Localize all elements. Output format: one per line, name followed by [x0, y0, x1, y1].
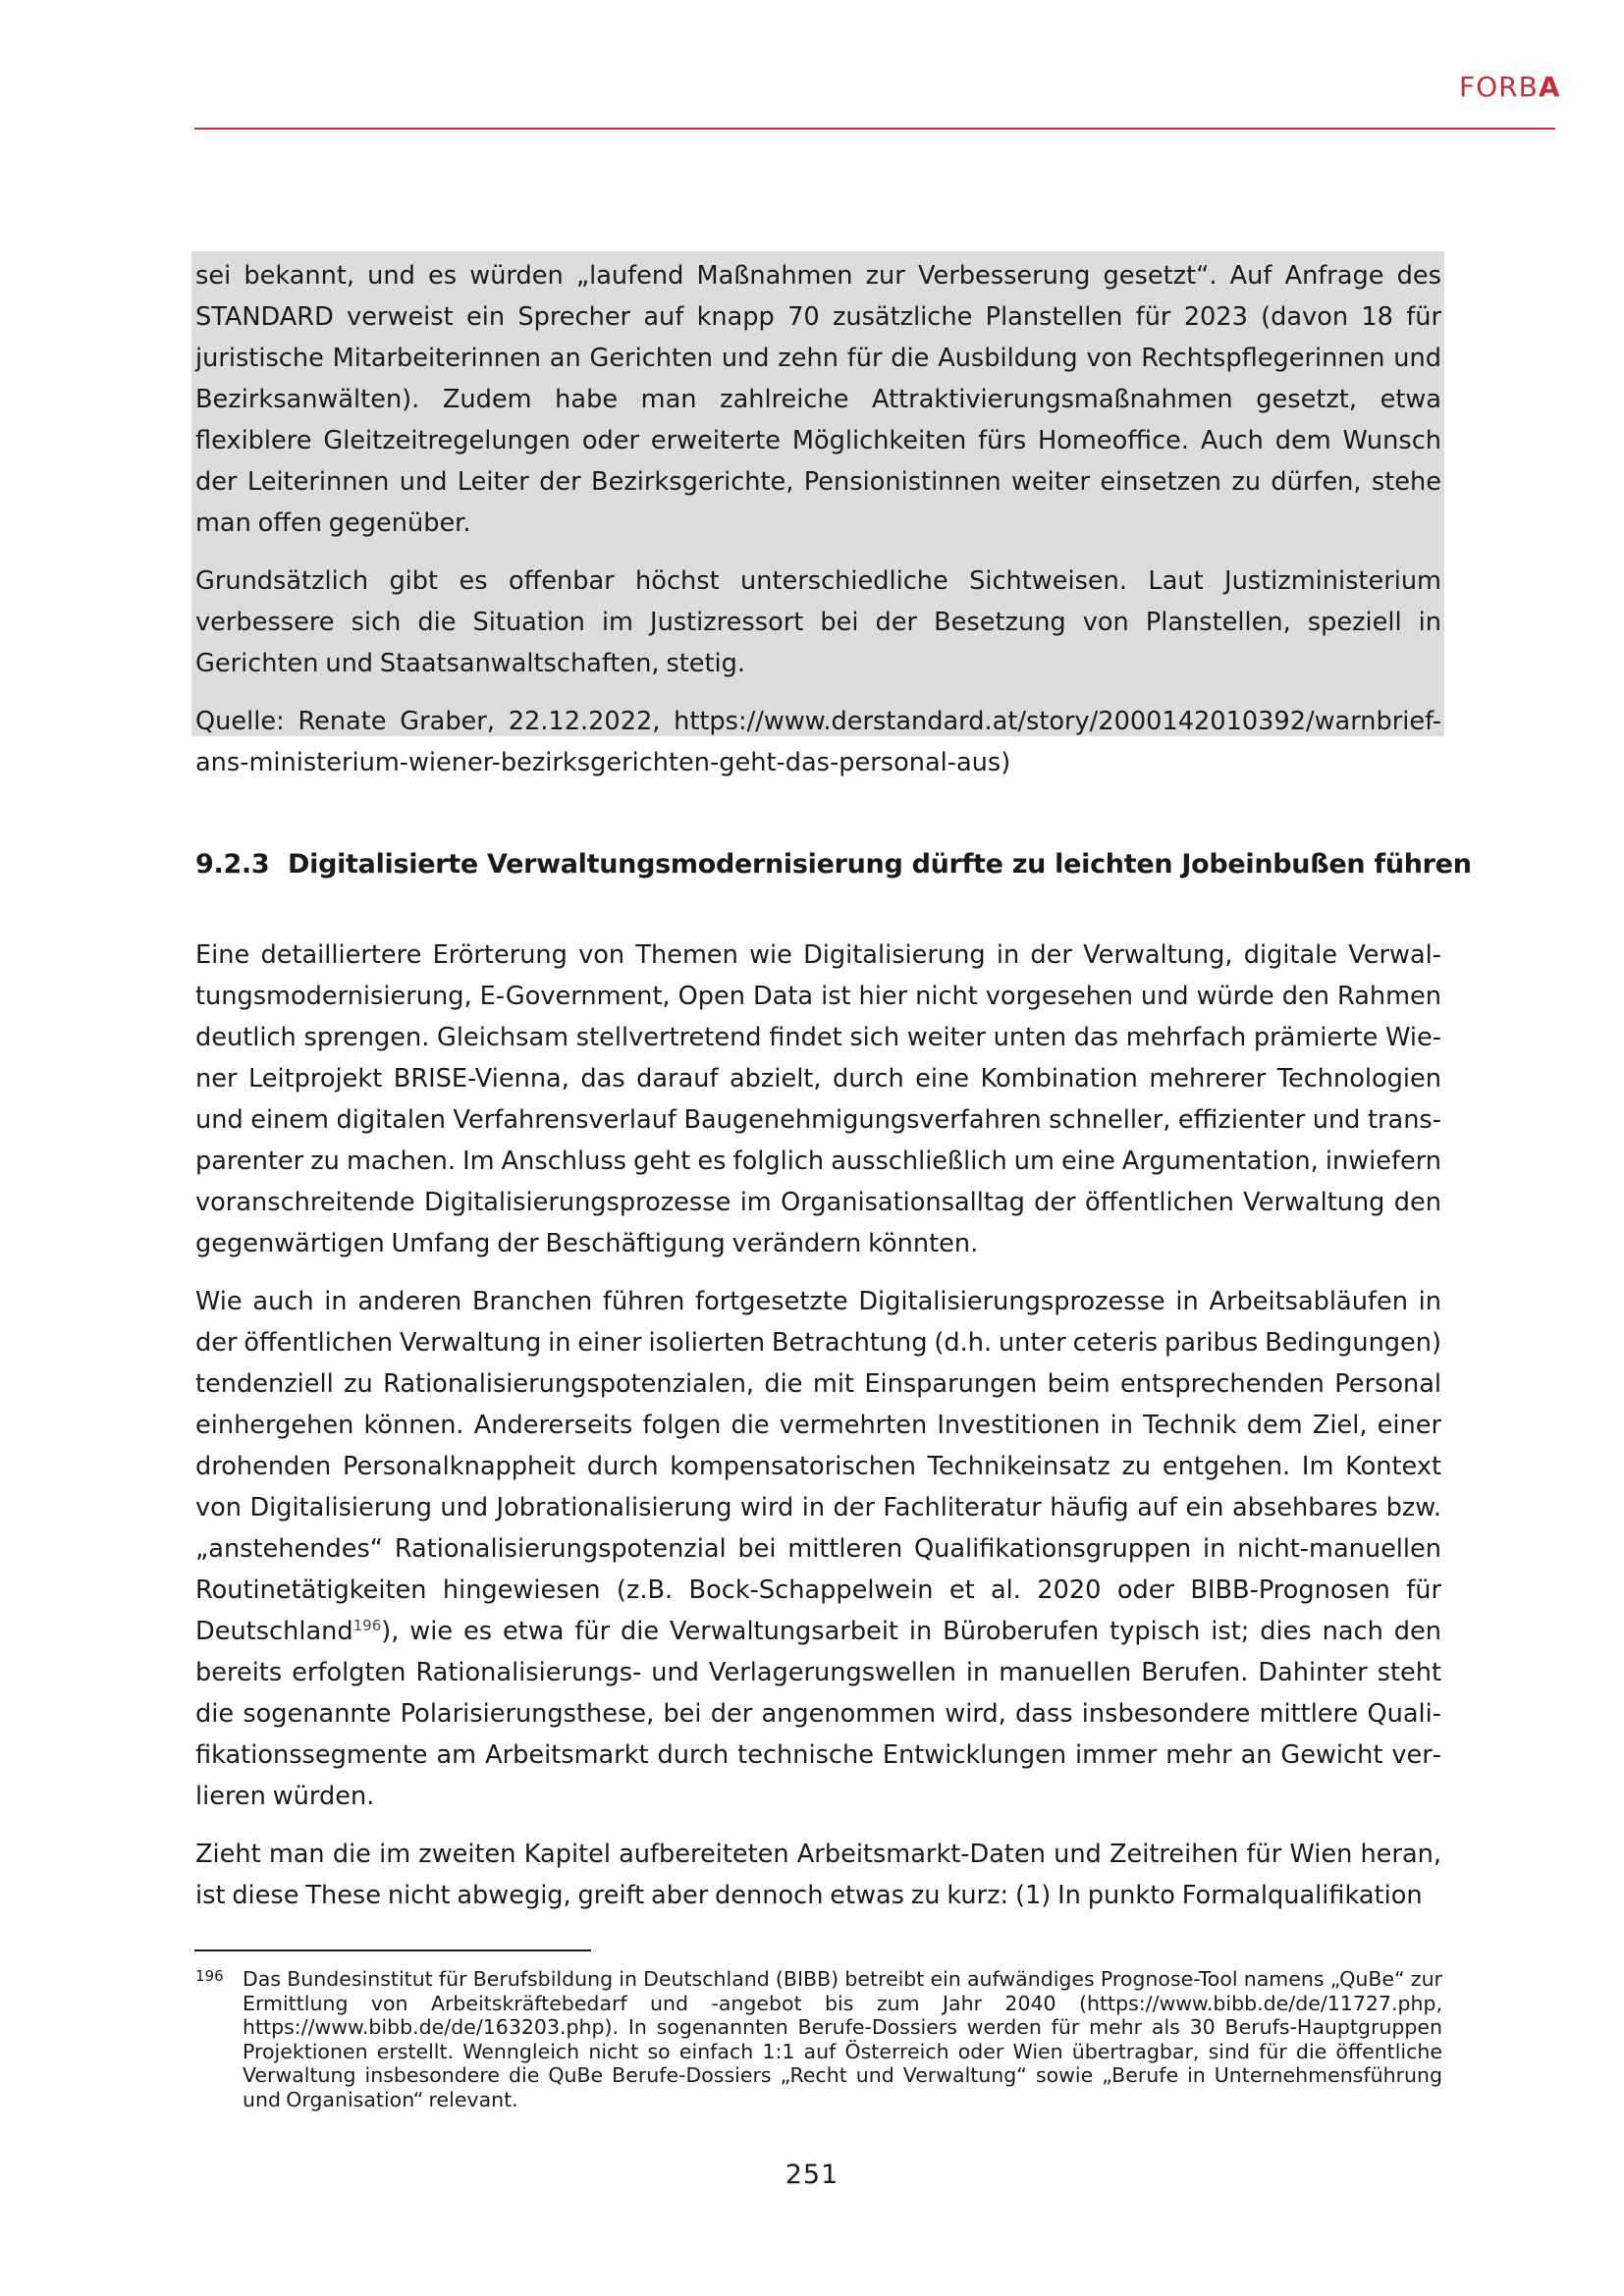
footnote-number: 196: [195, 1967, 224, 1985]
body-paragraph-3: Zieht man die im zweiten Kapitel aufbereiteten Arbeitsmarkt-Daten und Zeitreihen für Wien heran, ist diese These nicht abwegig, greift aber dennoch etwas zu kurz: (1) In punkto Formalqualifikation: [195, 1840, 1441, 1910]
section-title: Digitalisierte Verwaltungsmodernisierung dürfte zu leichten Jobeinbußen führen: [288, 849, 1472, 880]
footnote-reference[interactable]: 196: [352, 1617, 382, 1634]
section-heading: [195, 844, 1472, 885]
header-divider: [194, 128, 1555, 130]
page-number: 251: [785, 2160, 839, 2190]
quote-source: Quelle: Renate Graber, 22.12.2022, https://www.derstandard.at/story/2000142010392/warnbrief-​ans-ministerium-wiener-bezirksgerichten-geht-das-personal-aus): [195, 707, 1441, 777]
quote-paragraph: sei bekannt, und es würden „laufend Maßnahmen zur Verbesserung gesetzt“. Auf Anfrage des STANDARD verweist ein Sprecher auf knapp 70 zusätzliche Planstellen für 2023 (davon 18 für juristische Mitarbeiterinnen an Gerichten und zehn für die Ausbildung von Rechtspflegerinnen und Bezirksanwälten). Zudem habe man zahlreiche Attraktivierungsmaßnahmen gesetzt, etwa flexiblere Gleitzeitregelungen oder erweiterte Möglichkeiten fürs Homeoffice. Auch dem Wunsch der Leiterinnen und Leiter der Bezirksgerichte, Pensionistinnen weiter einsetzen zu dürfen, stehe man offen gegenüber.: [195, 261, 1441, 538]
body-paragraph-2: [195, 1281, 1441, 1817]
body-paragraph-2-start: Wie auch in anderen Branchen führen fortgesetzte Digitalisierungsprozesse in Arbeitsabläufen in der öffentlichen Verwaltung in einer isolierten Betrachtung (d.h. unter ceteris paribus Bedingungen) tendenziell zu Rationalisierungspotenzialen, die mit Einsparungen beim entsprechenden Personal einhergehen können. Andererseits folgen die vermehrten Investitionen in Technik dem Ziel, einer drohenden Personalknappheit durch kompensatorischen Technikeinsatz zu entgehen. Im Kontext von Digitalisierung und Jobrationalisierung wird in der Fachliteratur häufig auf ein absehbares bzw. „anstehendes“ Rationalisierungspotenzial bei mittleren Qualifikationsgruppen in nicht-manuellen Routinetätigkeiten hingewiesen (z.B. Bock-Schappelwein et al. 2020 oder BIBB-Prognosen für Deutschland: [195, 1287, 1441, 1646]
forba-logo: [1459, 71, 1560, 103]
footnote: [195, 1967, 1442, 2112]
logo-prefix: FORB: [1459, 71, 1539, 103]
body-paragraph-2-end: ), wie es etwa für die Verwaltungsarbeit in Büroberufen typisch ist; dies nach den bereits erfolgten Rationalisierungs- und Verlagerungswellen in manuellen Berufen. Dahinter steht die sogenannte Polarisierungsthese, bei der angenommen wird, dass insbesondere mittlere Qualifikationssegmente am Arbeitsmarkt durch technische Entwicklungen immer mehr an Gewicht verlieren würden.: [195, 1617, 1441, 1811]
quote-paragraph: Grundsätzlich gibt es offenbar höchst unterschiedliche Sichtweisen. Laut Justizministerium verbessere sich die Situation im Justizressort bei der Besetzung von Planstellen, speziell in Gerichten und Staatsanwaltschaften, stetig.: [195, 566, 1441, 678]
logo-suffix: A: [1538, 71, 1561, 103]
footnote-divider: [194, 1949, 591, 1951]
body-paragraph-1: Eine detailliertere Erörterung von Themen wie Digitalisierung in der Verwaltung, digitale Verwaltungsmodernisierung, E-Government, Open Data ist hier nicht vorgesehen und würde den Rahmen deutlich sprengen. Gleichsam stellvertretend findet sich weiter unten das mehrfach prämierte Wiener Leitprojekt BRISE-Vienna, das darauf abzielt, durch eine Kombination mehrerer Technologien und einem digitalen Verfahrensverlauf Baugenehmigungsverfahren schneller, effizienter und transparenter zu machen. Im Anschluss geht es folglich ausschließlich um eine Argumentation, inwiefern voranschreitende Digitalisierungsprozesse im Organisationsalltag der öffentlichen Verwaltung den gegenwärtigen Umfang der Beschäftigung verändern könnten.: [195, 940, 1441, 1258]
body-text: [195, 934, 1441, 1933]
quote-block: [195, 255, 1441, 800]
section-number: 9.2.3: [195, 849, 270, 880]
footnote-text: Das Bundesinstitut für Berufsbildung in Deutschland (BIBB) betreibt ein aufwändiges Prognose-Tool namens „QuBe“ zur Ermittlung von Arbeitskräftebedarf und -angebot bis zum Jahr 2040 (https://www.bibb.de/de/11727.php, https://www.bibb.de/de/163203.php). In sogenannten Berufe-Dossiers werden für mehr als 30 Berufs-Hauptgruppen Projektionen erstellt. Wenngleich nicht so einfach 1:1 auf Österreich oder Wien übertragbar, sind für die öffentliche Verwaltung insbesondere die QuBe Berufe-Dossiers „Recht und Verwaltung“ sowie „Berufe in Unternehmensführung und Organisation“ relevant.: [243, 1967, 1442, 2111]
